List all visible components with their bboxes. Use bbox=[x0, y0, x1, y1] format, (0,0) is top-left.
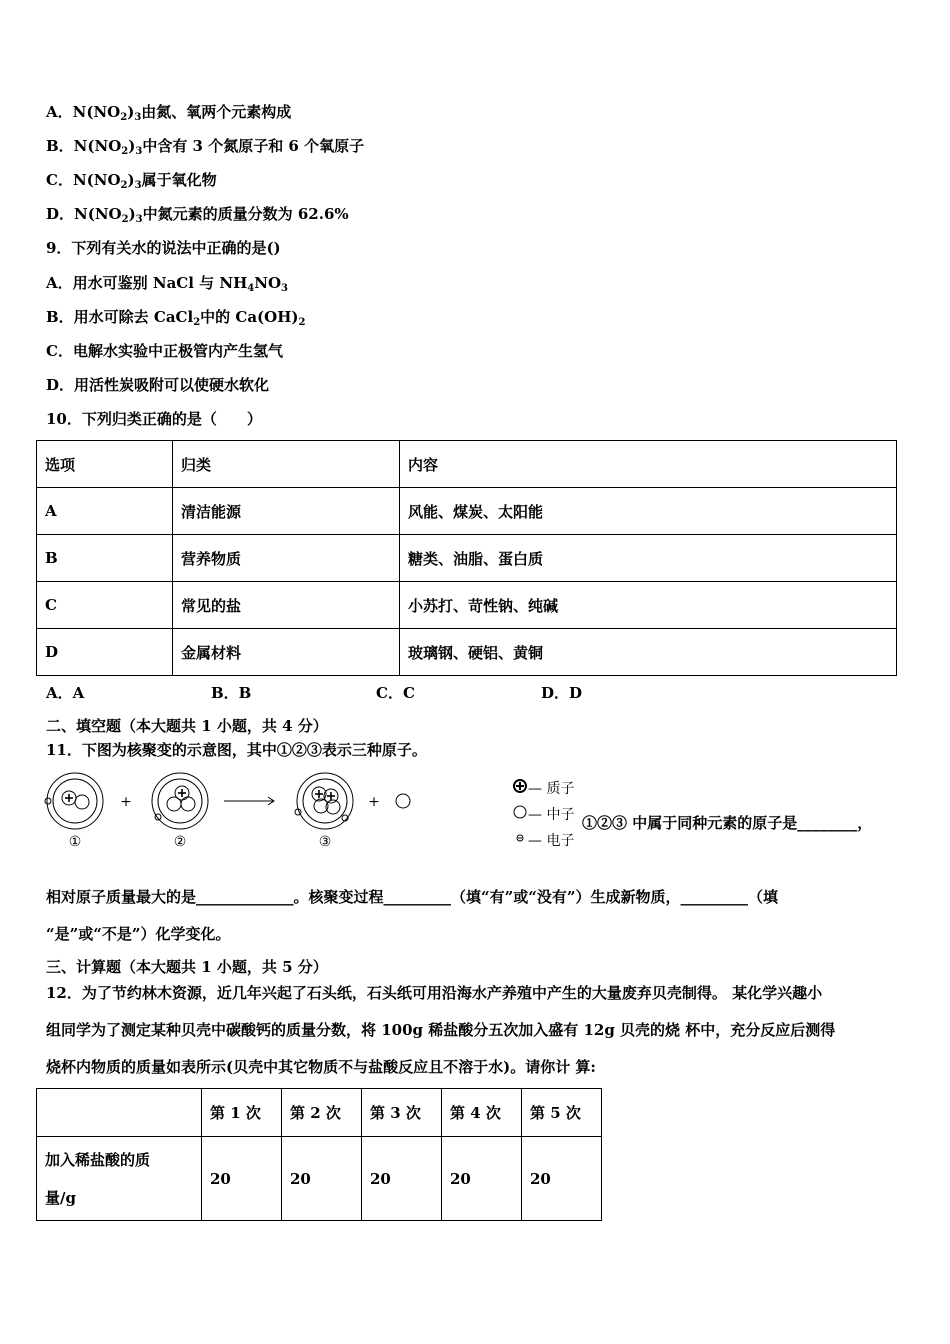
cell: D bbox=[37, 629, 173, 676]
table-header-row bbox=[37, 441, 897, 488]
cell: 清洁能源 bbox=[173, 488, 400, 535]
q12-line-3: 烧杯内物质的质量如表所示(贝壳中其它物质不与盐酸反应且不溶于水)。请你计 算: bbox=[46, 1058, 596, 1076]
cell: 20 bbox=[522, 1137, 602, 1221]
legend-electron: — 电子 bbox=[512, 828, 574, 854]
cell: C bbox=[37, 582, 173, 629]
q10-option-b: B．B bbox=[211, 684, 252, 702]
q8-option-d: D．$N(NO_2)_3$中氮元素的质量分数为 62.6% bbox=[46, 205, 349, 225]
q11-question-part1: ①②③ 中属于同种元素的原子是________， bbox=[582, 814, 873, 832]
header-trial-4: 第 4 次 bbox=[442, 1089, 522, 1137]
diagram-legend bbox=[512, 776, 574, 854]
cell: A bbox=[37, 488, 173, 535]
cell: 常见的盐 bbox=[173, 582, 400, 629]
table-row bbox=[37, 1137, 602, 1221]
cell: 20 bbox=[362, 1137, 442, 1221]
cell: 20 bbox=[202, 1137, 282, 1221]
table-row bbox=[37, 629, 897, 676]
cell: 金属材料 bbox=[173, 629, 400, 676]
cell: 风能、煤炭、太阳能 bbox=[400, 488, 897, 535]
cell: 营养物质 bbox=[173, 535, 400, 582]
legend-neutron: — 中子 bbox=[512, 802, 574, 828]
cell: 糖类、油脂、蛋白质 bbox=[400, 535, 897, 582]
plus-sign: + bbox=[368, 794, 380, 810]
q9-option-b: B．用水可除去 CaCl$_2$中的 $Ca(OH)_2$ bbox=[46, 308, 306, 328]
section-2-heading: 二、填空题（本大题共 1 小题，共 4 分） bbox=[46, 717, 328, 735]
q10-option-a: A．A bbox=[46, 684, 85, 702]
q8-option-a: A．$N(NO_2)_3$由氮、氧两个元素构成 bbox=[46, 103, 292, 123]
atom-label-2: ② bbox=[173, 834, 187, 850]
header-trial-3: 第 3 次 bbox=[362, 1089, 442, 1137]
legend-proton: — 质子 bbox=[512, 776, 574, 802]
q11-stem: 11．下图为核聚变的示意图，其中①②③表示三种原子。 bbox=[46, 741, 427, 759]
cell: 20 bbox=[282, 1137, 362, 1221]
cell: 20 bbox=[442, 1137, 522, 1221]
table-row bbox=[37, 535, 897, 582]
table-header-row bbox=[37, 1089, 602, 1137]
header-trial-2: 第 2 次 bbox=[282, 1089, 362, 1137]
header-trial-1: 第 1 次 bbox=[202, 1089, 282, 1137]
header-option: 选项 bbox=[37, 441, 173, 488]
atom-label-3: ③ bbox=[318, 834, 332, 850]
q9-option-c: C．电解水实验中正极管内产生氢气 bbox=[46, 342, 283, 360]
neutron-icon bbox=[512, 805, 528, 819]
fusion-diagram bbox=[40, 770, 420, 852]
header-category: 归类 bbox=[173, 441, 400, 488]
classification-table bbox=[36, 440, 897, 676]
header-content: 内容 bbox=[400, 441, 897, 488]
q12-line-2: 组同学为了测定某种贝壳中碳酸钙的质量分数，将 100g 稀盐酸分五次加入盛有 12g 贝壳的烧 杯中，充分反应后测得 bbox=[46, 1021, 836, 1039]
cell: 小苏打、苛性钠、纯碱 bbox=[400, 582, 897, 629]
q10-stem: 10．下列归类正确的是（ ） bbox=[46, 410, 262, 428]
q9-option-a: A．用水可鉴别 NaCl 与 $NH_4NO_3$ bbox=[46, 274, 288, 294]
header-trial-5: 第 5 次 bbox=[522, 1089, 602, 1137]
table-row bbox=[37, 582, 897, 629]
electron-icon bbox=[512, 831, 528, 845]
q8-option-b: B．$N(NO_2)_3$中含有 3 个氮原子和 6 个氧原子 bbox=[46, 137, 365, 157]
plus-sign: + bbox=[120, 794, 132, 810]
table-row bbox=[37, 488, 897, 535]
atom-label-1: ① bbox=[68, 834, 82, 850]
q11-question-part3: “是”或“不是”）化学变化。 bbox=[46, 925, 231, 943]
q10-option-c: C．C bbox=[376, 684, 415, 702]
cell: B bbox=[37, 535, 173, 582]
row-label: 加入稀盐酸的质 量/g bbox=[37, 1137, 202, 1221]
q12-line-1: 12．为了节约林木资源，近几年兴起了石头纸，石头纸可用沿海水产养殖中产生的大量废弃贝壳制得。 某化学兴趣小 bbox=[46, 984, 823, 1002]
q10-option-d: D．D bbox=[541, 684, 583, 702]
q11-question-part2: 相对原子质量最大的是_____________。核聚变过程_________（填“有”或“没有”）生成新物质，_________（填 bbox=[46, 888, 779, 906]
q9-stem: 9．下列有关水的说法中正确的是() bbox=[46, 239, 281, 257]
cell: 玻璃钢、硬铝、黄铜 bbox=[400, 629, 897, 676]
acid-addition-table bbox=[36, 1088, 602, 1221]
q9-option-d: D．用活性炭吸附可以使硬水软化 bbox=[46, 376, 270, 394]
proton-icon bbox=[512, 779, 528, 793]
header-empty bbox=[37, 1089, 202, 1137]
section-3-heading: 三、计算题（本大题共 1 小题，共 5 分） bbox=[46, 958, 328, 976]
q8-option-c: C．$N(NO_2)_3$属于氧化物 bbox=[46, 171, 217, 191]
